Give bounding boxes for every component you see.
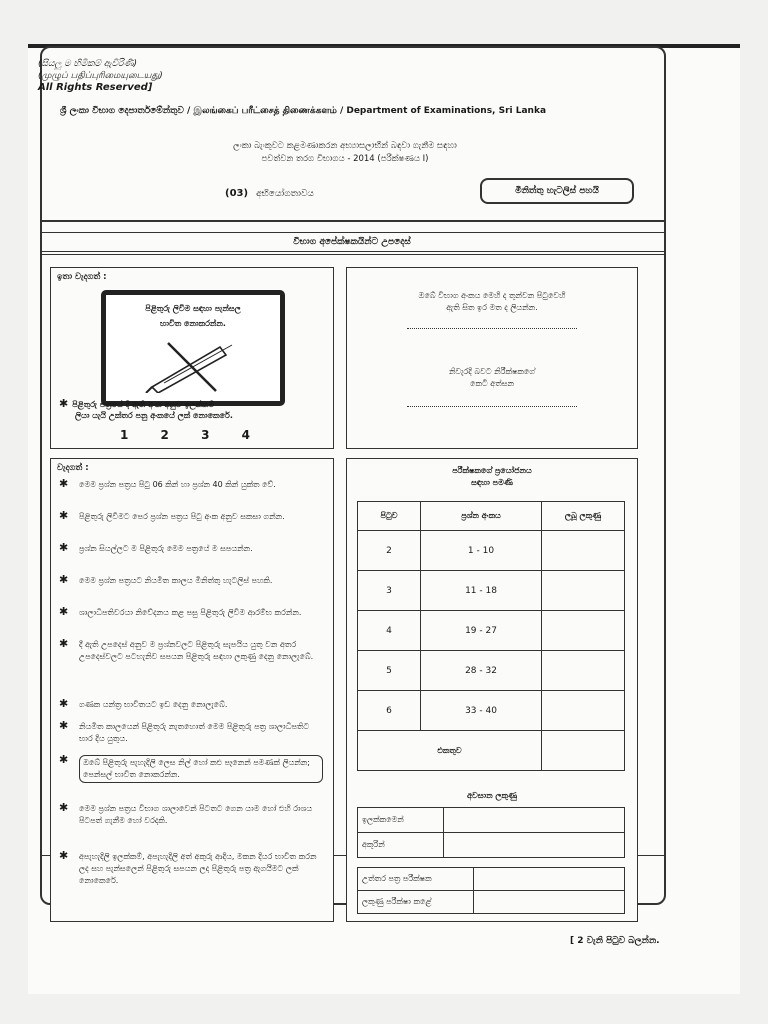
note-item: ✱ අපැහැදිලි ඉලක්කම්, අපැහැදිලි අත් අකුරු ආදිය, මකන දියර භාවිත කරන ලද සහ පැන්සලෙන් පිළිතුරු සපයන ලද පිළිතුරු පත්‍ර ඇගයීමට ලක් නොකෙරේ.: [59, 849, 317, 885]
marks-cell[interactable]: [542, 651, 625, 691]
table-row: 4 19 - 27: [358, 611, 625, 651]
asterisk-icon: ✱: [59, 605, 69, 618]
marks-cell[interactable]: [542, 571, 625, 611]
table-row: 6 33 - 40: [358, 691, 625, 731]
notice-line-2: භාවිත නොකරන්න.: [160, 319, 226, 328]
asterisk-icon: ✱: [59, 573, 69, 586]
rights-notice: [38, 58, 163, 94]
sample-digits: 1 2 3 4: [120, 428, 264, 442]
note-item: ✱ මෙම ප්‍රශ්න පත්‍රයට නියමිත කාලය මිනිත්තු හැටලිස් පහකි.: [59, 573, 273, 586]
rights-line-english: All Rights Reserved]: [38, 82, 153, 93]
table-row: [358, 833, 625, 858]
asterisk-icon: ✱: [59, 801, 69, 814]
paper-code-number: (03): [225, 188, 249, 199]
total-cell[interactable]: [542, 731, 625, 771]
note-item: ✱ මෙම ප්‍රශ්න පත්‍රය පිටු 06 කින් හා ප්‍රශ්න 40 කින් යුක්ත වේ.: [59, 477, 276, 490]
asterisk-icon: ✱: [59, 719, 69, 732]
marks-cell[interactable]: [542, 611, 625, 651]
paper-name: අභියෝගතාවය: [256, 189, 314, 199]
in-figures-field[interactable]: [444, 808, 625, 833]
note-item: ✱ පිළිතුරු ලිවීමට පෙර ප්‍රශ්න පත්‍රය පිටු අංක අනුව සකසා ගන්න.: [59, 509, 285, 522]
in-words-label: අකුරින්: [358, 833, 444, 858]
exam-subtitle: [110, 140, 580, 166]
important-bullet-cont: ලියා යැයි උක්තර පනු අංකයේ ලක් නොකෙරේ.: [75, 411, 233, 420]
in-words-field[interactable]: [444, 833, 625, 858]
department-name: ශ්‍රී ලංකා විභාග දෙපාර්තමේන්තුව / இலங்கைப் பரீட்சைத் திணைக்களம் / Department of Examinations, Sri Lanka: [60, 106, 547, 116]
header-divider: [40, 220, 664, 222]
examiner-box: [346, 458, 638, 922]
final-marks-title: අවසාන ලකුණු: [467, 791, 517, 800]
table-row: [358, 808, 625, 833]
marks-cell[interactable]: [542, 691, 625, 731]
final-marks-table: [357, 807, 625, 858]
note-item: ✱ මෙම ප්‍රශ්න පත්‍රය විභාග ශාලාවෙන් පිටතට ගෙන යාම හෝ එහි රාශය පිටපත් ගැනීම හෝ වරදකි.: [59, 801, 313, 825]
table-row: 3 11 - 18: [358, 571, 625, 611]
note-item: ✱ ප්‍රශ්න සියල්ලට ම පිළිතුරු මෙම පත්‍රයේ ම සපයන්න.: [59, 541, 253, 554]
asterisk-icon: ✱: [59, 697, 69, 710]
supervisor-sign-field[interactable]: [407, 406, 577, 407]
note-item: ✱ ගණක යන්ත්‍ර භාවිතයට ඉඩ දෙනු නොලැබේ.: [59, 697, 228, 710]
col-question-range: ප්‍රශ්න අංකය: [421, 502, 542, 531]
supervisor-sign-label-2: කෙටි අත්සන: [470, 379, 514, 388]
notes-box: [50, 458, 334, 922]
col-marks: ලබූ ලකුණු: [542, 502, 625, 531]
no-pencil-notice: [101, 290, 285, 406]
paper-code: [225, 188, 314, 199]
note-item: ✱ ඔබේ පිළිතුරු පැහැදිලි ලෙස නිල් හෝ කළු පෑනෙන් පමණක් ලියන්න; පෙන්සල් භාවිත නොකරන්න.: [59, 755, 323, 783]
table-row: [358, 891, 625, 914]
marks-cell[interactable]: [542, 531, 625, 571]
index-number-field[interactable]: [407, 328, 577, 329]
asterisk-icon: ✱: [59, 849, 69, 862]
checker-table: [357, 867, 625, 914]
crossed-pencil-icon: [144, 341, 244, 393]
asterisk-icon: ✱: [59, 541, 69, 554]
answer-examiner-label: උත්තර පත්‍ර පරීක්ෂක: [358, 868, 474, 891]
table-header-row: [358, 502, 625, 531]
asterisk-icon: ✱: [59, 397, 69, 410]
marks-table: [357, 501, 625, 771]
next-page-note: [ 2 වැනි පිටුව බලන්න.: [570, 936, 660, 946]
rights-line-tamil: (முழுப் பதிப்புரிமையுடையது): [38, 71, 163, 81]
instructions-heading: විභාග අපේක්ෂකයින්ට උපදෙස්: [40, 232, 664, 252]
important-bullet: ✱ පිළිතුරු පත්‍රයේ දී ඇති අංක අනුව ඉලක්කම්: [59, 397, 215, 410]
notice-line-1: පිළිතුරු ලිවීම සඳහා පැන්සල: [145, 304, 241, 313]
important-box: [50, 267, 334, 449]
examiner-title: පරීක්ෂකගේ ප්‍රයෝජනය සඳහා පමණි: [452, 466, 532, 487]
index-instruction-1: ඔබේ විභාග අංකය මෙහි ද තුන්වන පිටුවෙහි: [418, 291, 566, 300]
time-badge: මිනිත්තු හැටලිස් පහයි: [480, 178, 634, 204]
notes-label: වැදගත් :: [57, 463, 89, 473]
note-item: ✱ නියමිත කාලයෙන් පිළිතුරු නැතහොත් මෙම පිළිතුරු පත්‍ර ශාලාධිපතිට භාර දිය යුතුය.: [59, 719, 310, 743]
total-label: එකතුව: [358, 731, 542, 771]
in-figures-label: ඉලක්කමෙන්: [358, 808, 444, 833]
index-number-box: [346, 267, 638, 449]
col-page: පිටුව: [358, 502, 421, 531]
table-row: 2 1 - 10: [358, 531, 625, 571]
total-row: [358, 731, 625, 771]
asterisk-icon: ✱: [59, 477, 69, 490]
table-row: [358, 868, 625, 891]
important-label: ඉතා වැදගත් :: [57, 272, 107, 282]
note-item: ✱ ශාලාධිපතිවරයා නිවේදනය කළ පසු පිළිතුරු ලිවීම ආරම්භ කරන්න.: [59, 605, 302, 618]
asterisk-icon: ✱: [59, 637, 69, 650]
rights-line-sinhala: (සියලු ම හිමිකම් ඇවිරිණි): [38, 59, 138, 69]
note-item: ✱ දී ඇති උපදෙස් අනුව ම ප්‍රශ්නවලට පිළිතුරු සැපයිය යුතු වන අතර උපදෙස්වලට පටහැනිව සපයන පිළිතුරු සඳහා ලකුණු දෙනු නොලැබේ.: [59, 637, 314, 661]
marks-checked-label: ලකුණු පරීක්ෂා කළේ: [358, 891, 474, 914]
asterisk-icon: ✱: [59, 509, 69, 522]
supervisor-sign-label-1: නිවැරදි බවට නිරීක්ෂකගේ: [448, 367, 536, 376]
subtitle-line-2: පවත්වන තරග විභාගය - 2014 (පරීක්ෂණය I): [261, 154, 429, 164]
answer-examiner-field[interactable]: [474, 868, 625, 891]
asterisk-icon: ✱: [59, 753, 69, 766]
marks-checked-field[interactable]: [474, 891, 625, 914]
subtitle-line-1: ලංකා බැංකුවට කළමණාකරන අභ්‍යාසලාභීන් බඳවා ගැනීම සඳහා: [233, 141, 457, 151]
table-row: 5 28 - 32: [358, 651, 625, 691]
index-instruction-2: ඇති සිත ඉර මත ද ලියන්න.: [446, 303, 538, 312]
